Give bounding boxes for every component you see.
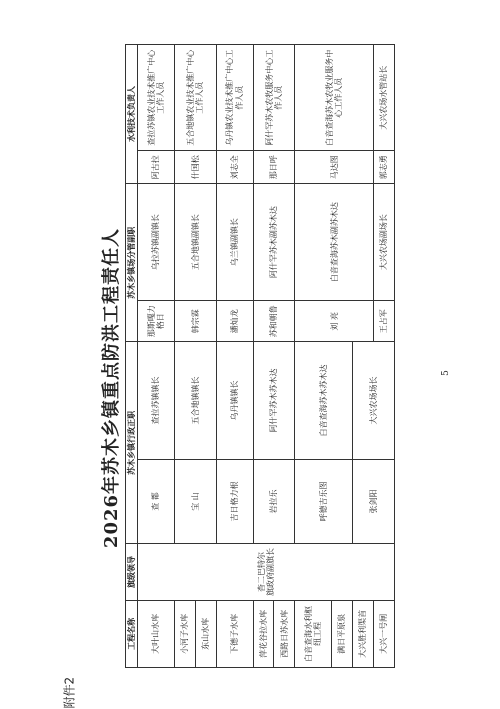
- header-tech: 水利技术负责人: [126, 45, 138, 184]
- annex-label: 附件2: [62, 676, 77, 709]
- header-leader: 旗级领导: [126, 544, 138, 600]
- cell-admin-name: 呼德吉乐图: [295, 459, 353, 544]
- cell-point-name: 苏和朝鲁: [253, 301, 295, 342]
- cell-project: 萍花谷拉水库: [253, 600, 274, 667]
- cell-point-post: 五合地镇副镇长: [174, 183, 216, 300]
- cell-point-post: 白音查海苏木副苏木达: [295, 183, 374, 300]
- header-point: 苏木乡镇场分管副职: [126, 183, 138, 341]
- cell-tech-name: 郭志勇: [373, 151, 394, 184]
- cell-tech-post: 五合地镇农业技术推广中心工作人员: [174, 45, 216, 151]
- cell-admin-post: 五合地镇镇长: [174, 342, 216, 459]
- cell-admin-post: 白音查海苏木苏木达: [295, 342, 353, 459]
- cell-tech-post: 阿什罕苏木农牧服务中心工作人员: [253, 45, 295, 151]
- responsibility-table-container: [125, 44, 395, 668]
- cell-project: 白音查海水利枢纽工程: [295, 600, 332, 667]
- cell-leader: [138, 544, 395, 600]
- cell-point-post: 乌兰镇副镇长: [216, 183, 253, 300]
- cell-tech-name: 刘志全: [216, 151, 253, 184]
- cell-admin-area: 查 都: [138, 459, 175, 544]
- cell-project: 大兴一号闸: [373, 600, 394, 667]
- header-admin: 苏木乡镇行政正职: [126, 342, 138, 544]
- cell-point-name: 那斯嘎力格日: [138, 301, 175, 342]
- responsibility-table: [125, 44, 395, 668]
- cell-project: 小河子水库: [174, 600, 195, 667]
- cell-tech-name: 那日呼: [253, 151, 295, 184]
- cell-tech-name: 什国松: [174, 151, 216, 184]
- cell-tech-post: 大兴农场水管站长: [373, 45, 394, 151]
- cell-admin-post: 阿什罕苏木苏木达: [253, 342, 295, 459]
- cell-admin-name: 张剑阳: [353, 459, 395, 544]
- cell-admin-area: 宝 山: [174, 459, 216, 544]
- cell-tech-post: 乌丹镇农业技术推广中心工作人员: [216, 45, 253, 151]
- cell-admin-post: 乌丹镇镇长: [216, 342, 253, 459]
- cell-point-post: 大兴农场副场长: [373, 183, 394, 300]
- cell-point-post: 阿什罕苏木副苏木达: [253, 183, 295, 300]
- page-title: 2026年苏木乡镇重点防洪工程责任人: [101, 227, 122, 549]
- table-row: [138, 45, 175, 668]
- cell-project: 东山水库: [195, 600, 216, 667]
- cell-tech-post: 白音查海苏木农牧业服务中心工作人员: [295, 45, 374, 151]
- cell-project: 西路日苏水库: [274, 600, 295, 667]
- cell-admin-post: 大兴农场场长: [353, 342, 395, 459]
- cell-admin-name: 吉日格力根: [216, 459, 253, 544]
- cell-project: 大叶山水库: [138, 600, 175, 667]
- header-project: 工程名称: [126, 600, 138, 667]
- leader-name: 杳二巴特尔: [256, 552, 266, 592]
- cell-tech-name: 马达图: [295, 151, 374, 184]
- cell-tech-post: 查拉苏镇农业技术推广中心工作人员: [138, 45, 175, 151]
- cell-point-name: 刘 亮: [295, 301, 374, 342]
- leader-post: 旗政府副旗长: [266, 548, 276, 596]
- table-header-row: [126, 45, 138, 668]
- cell-admin-post: 查拉苏镇镇长: [138, 342, 175, 459]
- cell-point-name: 韩宗霖: [174, 301, 216, 342]
- page-number: 5: [441, 370, 451, 376]
- cell-project: 满日平原泉: [332, 600, 353, 667]
- cell-admin-name: 岩拉乐: [253, 459, 295, 544]
- cell-tech-name: 阿古拉: [138, 151, 175, 184]
- cell-point-name: 潘灿龙: [216, 301, 253, 342]
- cell-project: 下德子水库: [216, 600, 253, 667]
- cell-point-post: 乌拉苏镇副镇长: [138, 183, 175, 300]
- cell-point-name: 王占军: [373, 301, 394, 342]
- cell-project: 大兴胜利渠首: [353, 600, 374, 667]
